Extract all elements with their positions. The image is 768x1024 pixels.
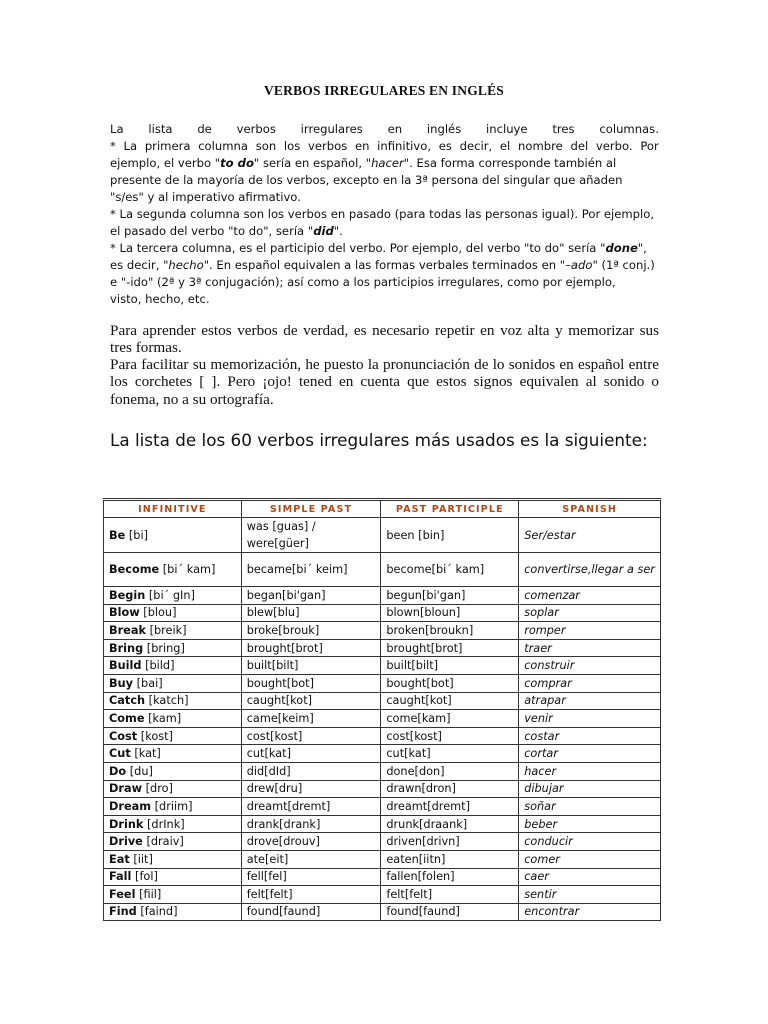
- page-title: VERBOS IRREGULARES EN INGLÉS: [263, 83, 505, 98]
- table-body: [104, 518, 661, 921]
- infinitive-pronunciation: [katch]: [148, 694, 189, 708]
- past-participle-cell: drawn[dron]: [381, 780, 519, 798]
- intro-text-span: ". Esa forma corresponde también al: [403, 156, 617, 170]
- intro-text-span: ".: [333, 224, 343, 238]
- infinitive-verb: Do: [109, 764, 127, 778]
- simple-past-cell: bought[bot]: [241, 674, 381, 692]
- infinitive-pronunciation: [breik]: [149, 623, 187, 637]
- intro-word: nombre: [518, 139, 563, 153]
- infinitive-cell: [104, 639, 242, 657]
- simple-past-cell: caught[kot]: [241, 692, 381, 710]
- list-heading: La lista de los 60 verbos irregulares más usados es la siguiente:: [110, 430, 648, 450]
- past-participle-cell: come[kam]: [381, 710, 519, 728]
- infinitive-pronunciation: [dro]: [145, 782, 173, 796]
- past-participle-cell: eaten[iitn]: [381, 850, 519, 868]
- infinitive-pronunciation: [faind]: [140, 905, 178, 919]
- infinitive-pronunciation: [fiil]: [139, 887, 162, 901]
- intro-word: verbo.: [595, 139, 633, 153]
- paragraph-memorize: Para aprender estos verbos de verdad, es necesario repetir en voz alta y memorizar sus tres formas.: [110, 322, 659, 357]
- header-simple-past: SIMPLE PAST: [241, 500, 381, 518]
- table-row: [104, 692, 661, 710]
- infinitive-cell: [104, 710, 242, 728]
- intro-line-4: [110, 172, 659, 189]
- infinitive-verb: Dream: [109, 799, 152, 813]
- table-row: [104, 886, 661, 904]
- table-row: [104, 587, 661, 605]
- intro-word: el: [499, 139, 511, 153]
- infinitive-cell: [104, 780, 242, 798]
- simple-past-cell: began[bi'gan]: [241, 587, 381, 605]
- spanish-cell: encontrar: [519, 903, 661, 921]
- past-participle-cell: driven[drivn]: [381, 833, 519, 851]
- table-row: [104, 762, 661, 780]
- infinitive-verb: Blow: [109, 606, 140, 620]
- spanish-cell: beber: [519, 815, 661, 833]
- example-did: did: [313, 224, 334, 238]
- intro-word: son: [255, 139, 277, 153]
- simple-past-cell: became[bi´ keim]: [241, 553, 381, 587]
- intro-line-11: [110, 291, 659, 308]
- infinitive-cell: [104, 692, 242, 710]
- paragraph-pronunciation: Para facilitar su memorización, he puesto la pronunciación de lo sonidos en español entre los corchetes [ ]. Pero ¡ojo! tened en cuenta que estos signos equivalen al sonido o fonema, no a su ortografía.: [110, 356, 659, 408]
- intro-word: La: [123, 139, 138, 153]
- simple-past-cell: did[dId]: [241, 762, 381, 780]
- example-hecho: hecho: [168, 258, 204, 272]
- intro-text-span: presente de la mayoría de los verbos, excepto en la 3ª persona del singular que añaden: [110, 173, 623, 187]
- simple-past-cell: broke[brouk]: [241, 622, 381, 640]
- simple-past-cell: built[bilt]: [241, 657, 381, 675]
- infinitive-verb: Cost: [109, 729, 138, 743]
- intro-word: verbos: [236, 122, 276, 136]
- table-header-row: [104, 500, 661, 518]
- table-row: [104, 674, 661, 692]
- past-participle-cell: cost[kost]: [381, 727, 519, 745]
- intro-text-span: * La segunda columna son los verbos en pasado (para todas las personas igual). Por ejemplo,: [110, 207, 655, 221]
- past-participle-cell: found[faund]: [381, 903, 519, 921]
- infinitive-verb: Become: [109, 563, 160, 576]
- spanish-cell: hacer: [519, 762, 661, 780]
- simple-past-cell: drove[drouv]: [241, 833, 381, 851]
- example-ado: –ado: [565, 258, 593, 272]
- past-participle-cell: built[bilt]: [381, 657, 519, 675]
- intro-text-span: "s/es" y al imperativo afirmativo.: [110, 190, 301, 204]
- infinitive-verb: Build: [109, 659, 142, 673]
- infinitive-verb: Fall: [109, 870, 132, 884]
- intro-word: inglés: [426, 122, 462, 136]
- table-row: [104, 553, 661, 587]
- infinitive-cell: [104, 762, 242, 780]
- past-participle-cell: bought[bot]: [381, 674, 519, 692]
- irregular-verbs-table: [103, 498, 661, 921]
- simple-past-cell: came[keim]: [241, 710, 381, 728]
- intro-text-span: ". En español equivalen a las formas verbales terminados en ": [203, 258, 566, 272]
- spanish-cell: soñar: [519, 798, 661, 816]
- table-row: [104, 657, 661, 675]
- infinitive-verb: Buy: [109, 676, 134, 690]
- intro-line-6: [110, 206, 659, 223]
- past-participle-cell: become[bi´ kam]: [381, 553, 519, 587]
- infinitive-pronunciation: [fol]: [135, 870, 158, 884]
- intro-text-span: * La tercera columna, es el participio del verbo. Por ejemplo, del verbo "to do" sería ": [110, 241, 606, 255]
- infinitive-cell: [104, 518, 242, 553]
- table-row: [104, 850, 661, 868]
- intro-text-span: e "-ido" (2ª y 3ª conjugación); así como a los participios irregulares, como por ejemplo,: [110, 275, 616, 289]
- infinitive-pronunciation: [kam]: [148, 711, 182, 725]
- intro-word: incluye: [486, 122, 528, 136]
- spanish-cell: costar: [519, 727, 661, 745]
- infinitive-verb: Eat: [109, 852, 130, 866]
- intro-word: es: [438, 139, 452, 153]
- example-to-do: to do: [220, 156, 254, 170]
- table-row: [104, 745, 661, 763]
- infinitive-verb: Drive: [109, 835, 143, 849]
- infinitive-cell: [104, 850, 242, 868]
- table-row: [104, 798, 661, 816]
- spanish-cell: venir: [519, 710, 661, 728]
- past-participle-cell: blown[bloun]: [381, 604, 519, 622]
- infinitive-cell: [104, 587, 242, 605]
- intro-text-span: ejemplo, el verbo ": [110, 156, 221, 170]
- past-participle-cell: felt[felt]: [381, 886, 519, 904]
- infinitive-verb: Be: [109, 528, 126, 542]
- past-participle-cell: fallen[folen]: [381, 868, 519, 886]
- intro-word: del: [570, 139, 589, 153]
- intro-word: irregulares: [300, 122, 363, 136]
- intro-word: lista: [148, 122, 173, 136]
- example-hacer: hacer: [371, 156, 404, 170]
- simple-past-cell: brought[brot]: [241, 639, 381, 657]
- intro-word: en: [354, 139, 370, 153]
- table-row: [104, 639, 661, 657]
- intro-word: verbos: [307, 139, 348, 153]
- intro-line-2: [110, 138, 659, 155]
- infinitive-pronunciation: [bild]: [145, 659, 175, 673]
- infinitive-pronunciation: [driim]: [154, 799, 193, 813]
- intro-word: en: [387, 122, 403, 136]
- header-spanish: SPANISH: [519, 500, 661, 518]
- example-done: done: [605, 241, 638, 255]
- simple-past-cell: drew[dru]: [241, 780, 381, 798]
- table-row: [104, 903, 661, 921]
- simple-past-cell: dreamt[dremt]: [241, 798, 381, 816]
- infinitive-pronunciation: [kost]: [140, 729, 173, 743]
- simple-past-cell: felt[felt]: [241, 886, 381, 904]
- table-row: [104, 604, 661, 622]
- intro-text-span: visto, hecho, etc.: [110, 292, 210, 306]
- spanish-cell: convertirse,llegar a ser: [519, 553, 661, 587]
- intro-line-7: [110, 223, 659, 240]
- intro-word: Por: [640, 139, 659, 153]
- infinitive-verb: Begin: [109, 588, 146, 602]
- header-past-participle: PAST PARTICIPLE: [381, 500, 519, 518]
- spanish-cell: sentir: [519, 886, 661, 904]
- infinitive-verb: Cut: [109, 747, 131, 761]
- simple-past-cell: ate[eit]: [241, 850, 381, 868]
- intro-word: tres: [552, 122, 575, 136]
- past-participle-cell: dreamt[dremt]: [381, 798, 519, 816]
- intro-word: infinitivo,: [377, 139, 432, 153]
- simple-past-cell: cut[kat]: [241, 745, 381, 763]
- infinitive-cell: [104, 868, 242, 886]
- spanish-cell: traer: [519, 639, 661, 657]
- infinitive-cell: [104, 674, 242, 692]
- spanish-cell: construir: [519, 657, 661, 675]
- infinitive-verb: Break: [109, 623, 146, 637]
- table-row: [104, 868, 661, 886]
- table-row: [104, 622, 661, 640]
- infinitive-cell: [104, 727, 242, 745]
- intro-text-span: el pasado del verbo "to do", sería ": [110, 224, 314, 238]
- intro-text: [110, 121, 659, 308]
- intro-text-span: es decir, ": [110, 258, 169, 272]
- intro-text-span: ",: [637, 241, 647, 255]
- simple-past-cell: was [guas] / were[güer]: [241, 518, 381, 553]
- intro-word: columnas.: [599, 122, 659, 136]
- infinitive-cell: [104, 604, 242, 622]
- past-participle-cell: drunk[draank]: [381, 815, 519, 833]
- infinitive-pronunciation: [bring]: [146, 641, 185, 655]
- spanish-cell: conducir: [519, 833, 661, 851]
- simple-past-cell: found[faund]: [241, 903, 381, 921]
- table-row: [104, 710, 661, 728]
- table-row: [104, 780, 661, 798]
- infinitive-pronunciation: [bi]: [128, 528, 148, 542]
- infinitive-cell: [104, 798, 242, 816]
- infinitive-pronunciation: [bi´ kam]: [162, 563, 216, 576]
- infinitive-cell: [104, 745, 242, 763]
- intro-line-5: [110, 189, 659, 206]
- infinitive-pronunciation: [draiv]: [146, 835, 184, 849]
- intro-line-10: [110, 274, 659, 291]
- past-participle-cell: caught[kot]: [381, 692, 519, 710]
- infinitive-cell: [104, 622, 242, 640]
- spanish-cell: soplar: [519, 604, 661, 622]
- past-participle-cell: done[don]: [381, 762, 519, 780]
- intro-word: de: [197, 122, 212, 136]
- infinitive-verb: Draw: [109, 782, 143, 796]
- spanish-cell: comenzar: [519, 587, 661, 605]
- infinitive-cell: [104, 833, 242, 851]
- infinitive-cell: [104, 657, 242, 675]
- spanish-cell: Ser/estar: [519, 518, 661, 553]
- past-participle-cell: cut[kat]: [381, 745, 519, 763]
- table-row: [104, 518, 661, 553]
- simple-past-cell: blew[blu]: [241, 604, 381, 622]
- infinitive-pronunciation: [du]: [129, 764, 153, 778]
- intro-line-3: [110, 155, 659, 172]
- infinitive-pronunciation: [drInk]: [146, 817, 185, 831]
- intro-line-1: [110, 121, 659, 138]
- infinitive-cell: [104, 903, 242, 921]
- spanish-cell: comprar: [519, 674, 661, 692]
- intro-word: columna: [198, 139, 248, 153]
- simple-past-cell: drank[drank]: [241, 815, 381, 833]
- spanish-cell: atrapar: [519, 692, 661, 710]
- infinitive-verb: Catch: [109, 694, 146, 708]
- simple-past-cell: fell[fel]: [241, 868, 381, 886]
- infinitive-verb: Feel: [109, 887, 136, 901]
- infinitive-verb: Find: [109, 905, 137, 919]
- table-row: [104, 833, 661, 851]
- intro-word: *: [110, 139, 116, 153]
- table-row: [104, 815, 661, 833]
- intro-word: decir,: [459, 139, 493, 153]
- spanish-cell: romper: [519, 622, 661, 640]
- intro-word: primera: [144, 139, 191, 153]
- spanish-cell: dibujar: [519, 780, 661, 798]
- infinitive-verb: Bring: [109, 641, 144, 655]
- spanish-cell: comer: [519, 850, 661, 868]
- past-participle-cell: been [bin]: [381, 518, 519, 553]
- infinitive-cell: [104, 553, 242, 587]
- past-participle-cell: begun[bi'gan]: [381, 587, 519, 605]
- simple-past-cell: cost[kost]: [241, 727, 381, 745]
- infinitive-pronunciation: [bi´ gIn]: [148, 588, 195, 602]
- infinitive-pronunciation: [bai]: [136, 676, 163, 690]
- table-row: [104, 727, 661, 745]
- infinitive-pronunciation: [blou]: [143, 606, 177, 620]
- intro-line-8: [110, 240, 659, 257]
- spanish-cell: caer: [519, 868, 661, 886]
- intro-line-9: [110, 257, 659, 274]
- intro-word: los: [283, 139, 301, 153]
- past-participle-cell: brought[brot]: [381, 639, 519, 657]
- spanish-cell: cortar: [519, 745, 661, 763]
- infinitive-cell: [104, 886, 242, 904]
- infinitive-verb: Drink: [109, 817, 144, 831]
- intro-text-span: " (1ª conj.): [592, 258, 655, 272]
- infinitive-pronunciation: [kat]: [134, 747, 161, 761]
- intro-text-span: " sería en español, ": [253, 156, 372, 170]
- infinitive-verb: Come: [109, 711, 145, 725]
- infinitive-pronunciation: [iit]: [133, 852, 153, 866]
- header-infinitive: INFINITIVE: [104, 500, 242, 518]
- intro-word: La: [110, 122, 124, 136]
- past-participle-cell: broken[broukn]: [381, 622, 519, 640]
- infinitive-cell: [104, 815, 242, 833]
